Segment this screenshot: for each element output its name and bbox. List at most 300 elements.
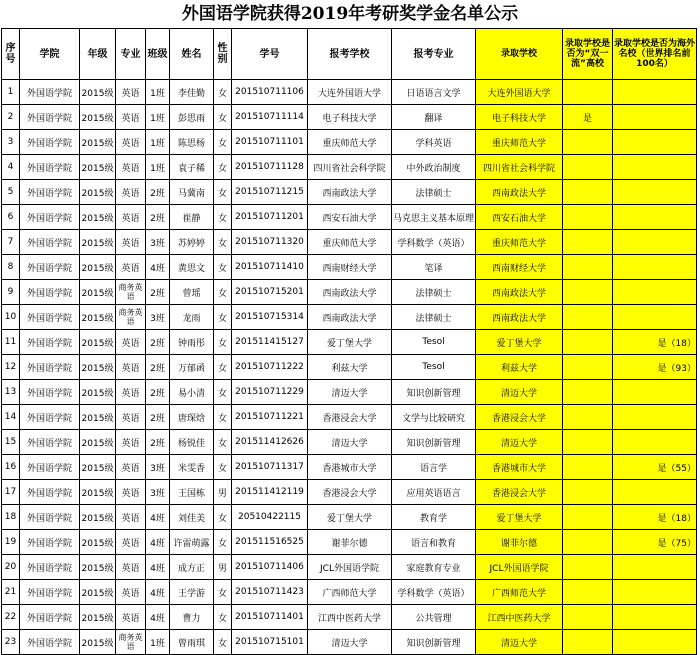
header-col-major: 专业 [116,29,146,80]
cell-applied-major: 应用英语语言 [392,480,476,505]
cell-overseas-top100 [613,80,697,105]
table-row [2,480,697,505]
cell-index: 18 [2,505,20,530]
cell-index: 17 [2,480,20,505]
cell-student-name: 唐琛焓 [170,405,214,430]
header-col-overseas-top100: 录取学校是否为海外名校（世界排名前100名） [613,29,697,80]
cell-student-id: 201510711320 [232,230,308,255]
cell-grade: 2015级 [80,230,116,255]
cell-applied-major: Tesol [392,330,476,355]
cell-student-name: 许雷萌露 [170,530,214,555]
cell-index: 19 [2,530,20,555]
cell-student-id: 201511516525 [232,530,308,555]
cell-index: 22 [2,605,20,630]
table-row [2,505,697,530]
cell-double-first-class [563,630,613,655]
cell-index: 23 [2,630,20,655]
header-col-class: 班级 [146,29,170,80]
cell-gender: 女 [214,230,232,255]
cell-applied-major: 学科数学（英语） [392,580,476,605]
cell-double-first-class [563,605,613,630]
table-row [2,330,697,355]
cell-double-first-class [563,230,613,255]
table-row [2,430,697,455]
cell-student-name: 袁子稀 [170,155,214,180]
cell-grade: 2015级 [80,605,116,630]
cell-admitted-school: 四川省社会科学院 [476,155,563,180]
cell-grade: 2015级 [80,305,116,330]
cell-index: 3 [2,130,20,155]
cell-overseas-top100 [613,180,697,205]
cell-class: 1班 [146,105,170,130]
cell-applied-major: 教育学 [392,505,476,530]
header-col-double-first-class: 录取学校是否为“双一流”高校 [563,29,613,80]
header-col-student-id: 学号 [232,29,308,80]
cell-applied-school: 重庆师范大学 [308,130,392,155]
cell-double-first-class [563,205,613,230]
cell-gender: 女 [214,80,232,105]
cell-applied-school: 西南财经大学 [308,255,392,280]
cell-applied-school: 香港城市大学 [308,455,392,480]
cell-applied-major: 语言和教育 [392,530,476,555]
cell-applied-major: 学科英语 [392,130,476,155]
cell-major: 英语 [116,255,146,280]
cell-gender: 女 [214,305,232,330]
cell-admitted-school: JCL外国语学院 [476,555,563,580]
cell-gender: 女 [214,530,232,555]
header-col-gender: 性别 [214,29,232,80]
cell-admitted-school: 江西中医药大学 [476,605,563,630]
cell-grade: 2015级 [80,555,116,580]
cell-admitted-school: 大连外国语大学 [476,80,563,105]
cell-admitted-school: 清迈大学 [476,430,563,455]
cell-applied-school: 清迈大学 [308,430,392,455]
cell-double-first-class [563,405,613,430]
cell-college: 外国语学院 [20,455,80,480]
table-row [2,455,697,480]
cell-admitted-school: 西南财经大学 [476,255,563,280]
cell-class: 3班 [146,230,170,255]
cell-major: 英语 [116,555,146,580]
cell-student-name: 黄思文 [170,255,214,280]
cell-student-name: 易小清 [170,380,214,405]
cell-gender: 女 [214,155,232,180]
cell-college: 外国语学院 [20,580,80,605]
table-row [2,80,697,105]
cell-applied-school: 西南政法大学 [308,180,392,205]
cell-grade: 2015级 [80,105,116,130]
cell-college: 外国语学院 [20,405,80,430]
cell-college: 外国语学院 [20,505,80,530]
cell-grade: 2015级 [80,255,116,280]
cell-double-first-class [563,330,613,355]
cell-admitted-school: 爱丁堡大学 [476,330,563,355]
page-title: 外国语学院获得2019年考研奖学金名单公示 [181,4,519,24]
cell-class: 3班 [146,305,170,330]
cell-major: 英语 [116,605,146,630]
cell-student-name: 万郁函 [170,355,214,380]
cell-grade: 2015级 [80,80,116,105]
cell-major: 英语 [116,230,146,255]
cell-applied-school: 西安石油大学 [308,205,392,230]
cell-applied-school: 大连外国语大学 [308,80,392,105]
cell-applied-major: 学科数学（英语） [392,230,476,255]
cell-overseas-top100 [613,630,697,655]
cell-grade: 2015级 [80,205,116,230]
cell-college: 外国语学院 [20,480,80,505]
cell-admitted-school: 清迈大学 [476,630,563,655]
cell-grade: 2015级 [80,530,116,555]
cell-student-name: 马冀南 [170,180,214,205]
table-row [2,280,697,305]
cell-applied-school: 谢菲尔德 [308,530,392,555]
cell-applied-school: 爱丁堡大学 [308,505,392,530]
cell-class: 2班 [146,330,170,355]
cell-overseas-top100 [613,130,697,155]
cell-major: 英语 [116,580,146,605]
cell-student-id: 201510711201 [232,205,308,230]
cell-grade: 2015级 [80,630,116,655]
cell-grade: 2015级 [80,180,116,205]
cell-admitted-school: 香港浸会大学 [476,405,563,430]
cell-admitted-school: 西安石油大学 [476,205,563,230]
header-col-name: 姓名 [170,29,214,80]
cell-index: 20 [2,555,20,580]
cell-overseas-top100: 是（18） [613,330,697,355]
table-row [2,630,697,655]
cell-double-first-class [563,155,613,180]
table-row [2,380,697,405]
table-row [2,155,697,180]
cell-applied-major: 笔译 [392,255,476,280]
cell-class: 4班 [146,580,170,605]
cell-overseas-top100 [613,430,697,455]
cell-admitted-school: 西南政法大学 [476,305,563,330]
cell-grade: 2015级 [80,380,116,405]
header-col-index: 序号 [2,29,20,80]
cell-applied-school: 重庆师范大学 [308,230,392,255]
cell-grade: 2015级 [80,155,116,180]
cell-applied-major: 日语语言文学 [392,80,476,105]
cell-double-first-class [563,305,613,330]
cell-college: 外国语学院 [20,430,80,455]
cell-overseas-top100 [613,230,697,255]
cell-student-name: 曾雨琪 [170,630,214,655]
cell-gender: 女 [214,405,232,430]
cell-double-first-class [563,455,613,480]
cell-grade: 2015级 [80,505,116,530]
cell-applied-school: 利兹大学 [308,355,392,380]
cell-student-id: 201510711222 [232,355,308,380]
cell-college: 外国语学院 [20,80,80,105]
cell-college: 外国语学院 [20,380,80,405]
cell-grade: 2015级 [80,280,116,305]
cell-double-first-class [563,355,613,380]
cell-student-name: 王学游 [170,580,214,605]
cell-class: 2班 [146,280,170,305]
cell-student-id: 201510711406 [232,555,308,580]
cell-admitted-school: 香港城市大学 [476,455,563,480]
cell-gender: 女 [214,180,232,205]
cell-grade: 2015级 [80,480,116,505]
cell-index: 13 [2,380,20,405]
cell-college: 外国语学院 [20,205,80,230]
cell-gender: 男 [214,480,232,505]
cell-applied-school: 广西师范大学 [308,580,392,605]
cell-applied-major: Tesol [392,355,476,380]
cell-gender: 女 [214,580,232,605]
cell-class: 4班 [146,255,170,280]
table-row [2,580,697,605]
cell-double-first-class: 是 [563,105,613,130]
cell-major: 英语 [116,480,146,505]
cell-double-first-class [563,380,613,405]
cell-gender: 女 [214,380,232,405]
cell-overseas-top100 [613,305,697,330]
cell-double-first-class [563,255,613,280]
cell-grade: 2015级 [80,355,116,380]
cell-major: 商务英语 [116,305,146,330]
cell-overseas-top100: 是（93） [613,355,697,380]
cell-index: 8 [2,255,20,280]
cell-class: 4班 [146,555,170,580]
cell-college: 外国语学院 [20,255,80,280]
cell-index: 10 [2,305,20,330]
cell-applied-school: 电子科技大学 [308,105,392,130]
cell-index: 2 [2,105,20,130]
header-col-grade: 年级 [80,29,116,80]
cell-index: 11 [2,330,20,355]
cell-admitted-school: 香港浸会大学 [476,480,563,505]
cell-major: 英语 [116,380,146,405]
cell-student-id: 201510711401 [232,605,308,630]
cell-admitted-school: 利兹大学 [476,355,563,380]
cell-class: 2班 [146,355,170,380]
cell-class: 2班 [146,405,170,430]
cell-index: 7 [2,230,20,255]
cell-student-id: 201510711410 [232,255,308,280]
cell-student-id: 20510422115 [232,505,308,530]
cell-student-name: 崔静 [170,205,214,230]
cell-admitted-school: 清迈大学 [476,380,563,405]
cell-double-first-class [563,280,613,305]
cell-major: 商务英语 [116,630,146,655]
cell-class: 4班 [146,605,170,630]
cell-gender: 女 [214,430,232,455]
cell-double-first-class [563,555,613,580]
cell-student-id: 201510711215 [232,180,308,205]
table-body [2,80,697,655]
cell-student-id: 201511412119 [232,480,308,505]
table-row [2,105,697,130]
cell-overseas-top100 [613,255,697,280]
cell-gender: 女 [214,280,232,305]
cell-overseas-top100 [613,205,697,230]
cell-college: 外国语学院 [20,355,80,380]
header-col-admitted-school: 录取学校 [476,29,563,80]
cell-applied-major: 知识创新管理 [392,430,476,455]
cell-student-id: 201511415127 [232,330,308,355]
cell-college: 外国语学院 [20,630,80,655]
cell-admitted-school: 广西师范大学 [476,580,563,605]
cell-student-name: 曹力 [170,605,214,630]
cell-student-name: 陈思杨 [170,130,214,155]
cell-college: 外国语学院 [20,530,80,555]
cell-gender: 女 [214,605,232,630]
cell-applied-school: 清迈大学 [308,630,392,655]
cell-class: 1班 [146,80,170,105]
cell-index: 5 [2,180,20,205]
cell-admitted-school: 重庆师范大学 [476,230,563,255]
cell-major: 英语 [116,530,146,555]
cell-applied-school: 香港浸会大学 [308,405,392,430]
cell-class: 2班 [146,205,170,230]
cell-applied-major: 知识创新管理 [392,630,476,655]
cell-gender: 男 [214,555,232,580]
table-row [2,555,697,580]
cell-index: 9 [2,280,20,305]
cell-class: 2班 [146,430,170,455]
cell-major: 英语 [116,105,146,130]
cell-class: 2班 [146,380,170,405]
cell-grade: 2015级 [80,330,116,355]
cell-student-id: 201510711106 [232,80,308,105]
cell-overseas-top100 [613,155,697,180]
cell-applied-major: 家庭教育专业 [392,555,476,580]
table-row [2,205,697,230]
cell-college: 外国语学院 [20,130,80,155]
cell-student-id: 201510711101 [232,130,308,155]
cell-applied-major: 文学与比较研究 [392,405,476,430]
table-header-row [2,29,697,80]
cell-class: 2班 [146,180,170,205]
cell-student-id: 201510711128 [232,155,308,180]
cell-grade: 2015级 [80,455,116,480]
cell-college: 外国语学院 [20,155,80,180]
cell-index: 14 [2,405,20,430]
table-row [2,405,697,430]
cell-applied-major: 公共管理 [392,605,476,630]
cell-index: 21 [2,580,20,605]
cell-student-id: 201511412626 [232,430,308,455]
cell-student-name: 龙雨 [170,305,214,330]
cell-major: 英语 [116,405,146,430]
cell-applied-school: 香港浸会大学 [308,480,392,505]
cell-class: 1班 [146,130,170,155]
cell-student-id: 201510715101 [232,630,308,655]
table-row [2,255,697,280]
cell-class: 4班 [146,530,170,555]
cell-gender: 女 [214,130,232,155]
cell-grade: 2015级 [80,580,116,605]
cell-applied-major: 法律硕士 [392,280,476,305]
cell-gender: 女 [214,630,232,655]
cell-applied-major: 语言学 [392,455,476,480]
cell-student-name: 刘佳美 [170,505,214,530]
header-col-applied-school: 报考学校 [308,29,392,80]
cell-overseas-top100: 是（75） [613,530,697,555]
cell-college: 外国语学院 [20,280,80,305]
cell-gender: 女 [214,255,232,280]
cell-admitted-school: 西南政法大学 [476,180,563,205]
cell-student-name: 钟雨彤 [170,330,214,355]
cell-double-first-class [563,180,613,205]
cell-applied-school: 清迈大学 [308,380,392,405]
cell-student-id: 201510711317 [232,455,308,480]
cell-major: 英语 [116,130,146,155]
cell-student-id: 201510711221 [232,405,308,430]
cell-applied-school: 四川省社会科学院 [308,155,392,180]
cell-double-first-class [563,130,613,155]
cell-applied-school: 爱丁堡大学 [308,330,392,355]
cell-major: 英语 [116,455,146,480]
cell-applied-major: 马克思主义基本原理 [392,205,476,230]
cell-student-name: 成方正 [170,555,214,580]
cell-applied-school: 西南政法大学 [308,280,392,305]
header-col-college: 学院 [20,29,80,80]
cell-gender: 女 [214,330,232,355]
cell-overseas-top100: 是（18） [613,505,697,530]
cell-applied-major: 中外政治制度 [392,155,476,180]
cell-major: 英语 [116,205,146,230]
cell-college: 外国语学院 [20,555,80,580]
cell-student-id: 201510711114 [232,105,308,130]
cell-gender: 女 [214,455,232,480]
cell-double-first-class [563,480,613,505]
cell-college: 外国语学院 [20,305,80,330]
cell-major: 英语 [116,155,146,180]
cell-overseas-top100 [613,480,697,505]
cell-student-name: 彭思雨 [170,105,214,130]
cell-gender: 女 [214,355,232,380]
cell-gender: 女 [214,505,232,530]
cell-college: 外国语学院 [20,230,80,255]
table-row [2,180,697,205]
cell-major: 英语 [116,505,146,530]
cell-index: 4 [2,155,20,180]
cell-admitted-school: 爱丁堡大学 [476,505,563,530]
cell-grade: 2015级 [80,405,116,430]
cell-major: 商务英语 [116,280,146,305]
table-row [2,130,697,155]
cell-applied-major: 法律硕士 [392,305,476,330]
cell-overseas-top100 [613,380,697,405]
cell-student-name: 曾瑶 [170,280,214,305]
cell-college: 外国语学院 [20,105,80,130]
cell-overseas-top100 [613,580,697,605]
cell-applied-school: 西南政法大学 [308,305,392,330]
cell-student-name: 苏婷婷 [170,230,214,255]
cell-student-name: 杨锐佳 [170,430,214,455]
cell-class: 3班 [146,480,170,505]
cell-double-first-class [563,505,613,530]
cell-class: 3班 [146,455,170,480]
cell-class: 4班 [146,505,170,530]
cell-overseas-top100 [613,405,697,430]
cell-major: 英语 [116,430,146,455]
cell-admitted-school: 谢菲尔德 [476,530,563,555]
cell-college: 外国语学院 [20,180,80,205]
table-row [2,530,697,555]
header-col-applied-major: 报考专业 [392,29,476,80]
cell-overseas-top100 [613,555,697,580]
table-row [2,605,697,630]
scholarship-table [1,28,697,655]
cell-student-name: 王国栋 [170,480,214,505]
cell-overseas-top100 [613,105,697,130]
cell-admitted-school: 电子科技大学 [476,105,563,130]
cell-college: 外国语学院 [20,330,80,355]
